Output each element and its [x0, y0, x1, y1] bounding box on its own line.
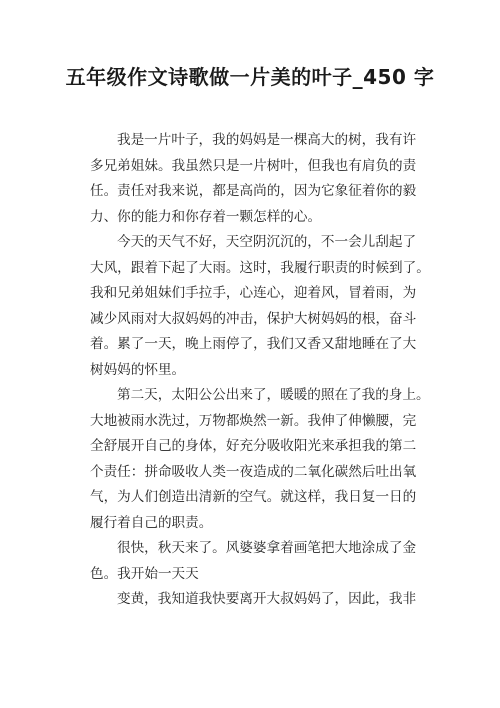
- paragraph-line: 全舒展开自己的身体，好充分吸收阳光来承担我的第二: [90, 438, 417, 454]
- paragraph-3: [90, 383, 428, 536]
- paragraph-line: 大地被雨水洗过，万物都焕然一新。我伸了伸懒腰，完: [90, 412, 417, 429]
- paragraph-line: 大风，跟着下起了大雨。这时，我履行职责的时候到了。: [90, 259, 430, 276]
- paragraph-line: 色。我开始一天天: [90, 565, 199, 582]
- paragraph-line: 我和兄弟姐妹们手拉手，心连心，迎着风，冒着雨，为: [90, 285, 417, 301]
- paragraph-line: 力、你的能力和你存着一颗怎样的心。: [90, 208, 322, 225]
- paragraph-line: 减少风雨对大叔妈妈的冲击，保护大树妈妈的根，奋斗: [90, 310, 417, 327]
- paragraph-line: 着。累了一天，晚上雨停了，我们又香又甜地睡在了大: [90, 336, 417, 352]
- paragraph-line: 树妈妈的怀里。: [90, 361, 186, 378]
- paragraph-line: 第二天，太阳公公出来了，暖暖的照在了我的身上。: [117, 387, 430, 403]
- paragraph-4: [90, 536, 428, 587]
- paragraph-line: 我是一片叶子，我的妈妈是一棵高大的树，我有许: [117, 132, 417, 148]
- paragraph-2: [90, 230, 428, 383]
- paragraph-line: 今天的天气不好，天空阴沉沉的，不一会儿刮起了: [117, 234, 417, 250]
- paragraph-line: 变黄，我知道我快要离开大叔妈妈了，因此，我非: [117, 591, 417, 607]
- paragraph-line: 履行着自己的职责。: [90, 514, 213, 531]
- paragraph-5: [90, 587, 428, 613]
- paragraph-line: 任。责任对我来说，都是高尚的，因为它象征着你的毅: [90, 183, 417, 199]
- paragraph-line: 个责任：拼命吸收人类一夜造成的二氧化碳然后吐出氧: [90, 463, 417, 480]
- document-body: [90, 128, 428, 613]
- paragraph-line: 气，为人们创造出清新的空气。就这样，我日复一日的: [90, 489, 417, 505]
- paragraph-1: [90, 128, 428, 230]
- document-title: 五年级作文诗歌做一片美的叶子_450 字: [65, 65, 435, 89]
- paragraph-line: 很快，秋天来了。风婆婆拿着画笔把大地涂成了金: [117, 540, 417, 556]
- paragraph-line: 多兄弟姐妹。我虽然只是一片树叶，但我也有肩负的责: [90, 157, 417, 174]
